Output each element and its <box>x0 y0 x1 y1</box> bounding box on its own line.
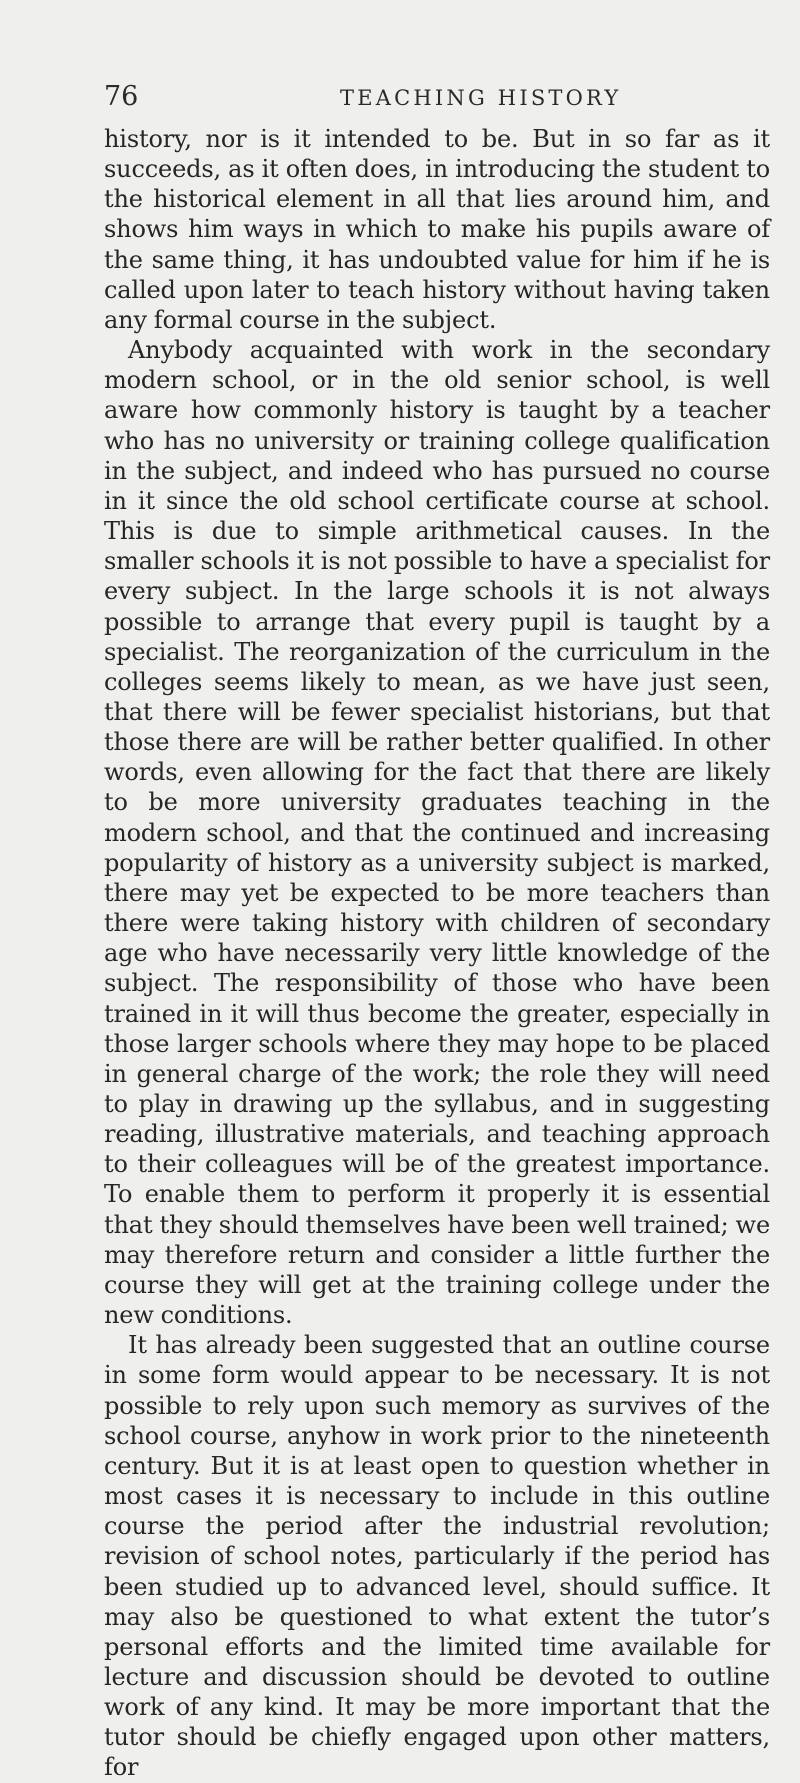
running-head <box>104 80 768 120</box>
paragraph-secondary-modern: Anybody acquainted with work in the secondary modern school, or in the old senior school, is well aware how commonly history is taught by a teacher who has no university or training college qualification in the subject, and indeed who has pursued no course in it since the old school certificate course at school. This is due to simple arithmetical causes. In the smaller schools it is not possible to have a specialist for every subject. In the large schools it is not always possible to arrange that every pupil is taught by a specialist. The reorganization of the curriculum in the colleges seems likely to mean, as we have just seen, that there will be fewer specialist historians, but that those there are will be rather better qualified. In other words, even allowing for the fact that there are likely to be more university graduates teaching in the modern school, and that the continued and increasing popularity of history as a university subject is marked, there may yet be expected to be more teachers than there were taking history with children of secondary age who have necessarily very little knowledge of the subject. The responsibility of those who have been trained in it will thus become the greater, especially in those larger schools where they may hope to be placed in general charge of the work; the role they will need to play in drawing up the syllabus, and in suggesting reading, illustrative materials, and teaching approach to their colleagues will be of the greatest importance. To enable them to perform it properly it is essential that they should themselves have been well trained; we may therefore return and consider a little further the course they will get at the training college under the new conditions. <box>104 336 770 1330</box>
paragraph-continuation: history, nor is it intended to be. But in so far as it succeeds, as it often does, in introducing the student to the historical element in all that lies around him, and shows him ways in which to make his pupils aware of the same thing, it has undoubted value for him if he is called upon later to teach history without having taken any formal course in the subject. <box>104 125 770 334</box>
running-title: TEACHING HISTORY <box>340 86 622 110</box>
page-number: 76 <box>104 81 139 112</box>
body-text <box>104 124 770 1783</box>
paragraph-outline-course: It has already been suggested that an outline course in some form would appear to be necessary. It is not possible to rely upon such memory as survives of the school course, anyhow in work prior to the nineteenth century. But it is at least open to question whether in most cases it is necessary to include in this outline course the period after the industrial revolution; revision of school notes, particularly if the period has been studied up to advanced level, should suffice. It may also be questioned to what extent the tutor’s personal efforts and the limited time available for lecture and discussion should be devoted to outline work of any kind. It may be more important that the tutor should be chiefly engaged upon other matters, for <box>104 1331 770 1782</box>
